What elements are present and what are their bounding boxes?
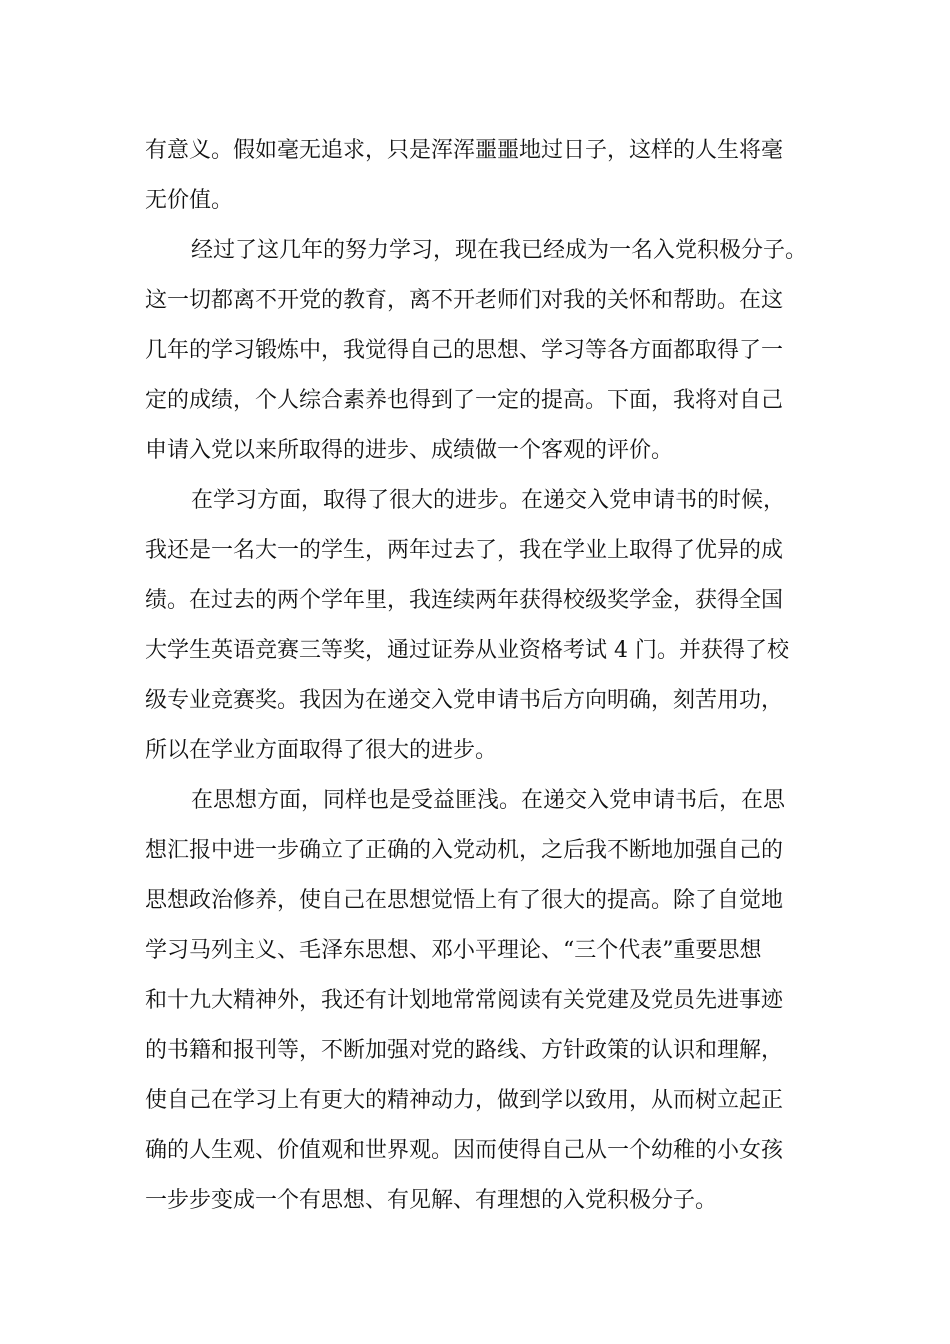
paragraph-first-line: 经过了这几年的努力学习，现在我已经成为一名入党积极分子。 — [191, 238, 808, 263]
text-line: 绩。在过去的两个学年里，我连续两年获得校级奖学金，获得全国 — [145, 588, 784, 613]
text-line: 我还是一名大一的学生，两年过去了，我在学业上取得了优异的成 — [145, 538, 784, 563]
text-line: 使自己在学习上有更大的精神动力，做到学以致用，从而树立起正 — [145, 1088, 784, 1113]
text-line: 确的人生观、价值观和世界观。因而使得自己从一个幼稚的小女孩 — [145, 1138, 784, 1163]
text-line: 级专业竞赛奖。我因为在递交入党申请书后方向明确，刻苦用功， — [145, 688, 784, 713]
text-line: 所以在学业方面取得了很大的进步。 — [145, 738, 498, 763]
paragraph-first-line: 在思想方面，同样也是受益匪浅。在递交入党申请书后，在思 — [191, 788, 786, 813]
text-line: 大学生英语竞赛三等奖，通过证券从业资格考试 4 门。并获得了校 — [145, 638, 789, 663]
text-line: 无价值。 — [145, 188, 234, 213]
text-line: 几年的学习锻炼中，我觉得自己的思想、学习等各方面都取得了一 — [145, 338, 784, 363]
paragraph-first-line: 在学习方面，取得了很大的进步。在递交入党申请书的时候， — [191, 488, 786, 513]
text-line: 定的成绩，个人综合素养也得到了一定的提高。下面，我将对自己 — [145, 388, 784, 413]
text-line: 有意义。假如毫无追求，只是浑浑噩噩地过日子，这样的人生将毫 — [145, 138, 784, 163]
text-line: 想汇报中进一步确立了正确的入党动机，之后我不断地加强自己的 — [145, 838, 784, 863]
text-line: 这一切都离不开党的教育，离不开老师们对我的关怀和帮助。在这 — [145, 288, 784, 313]
text-line: 思想政治修养，使自己在思想觉悟上有了很大的提高。除了自觉地 — [145, 888, 784, 913]
text-line: 一步步变成一个有思想、有见解、有理想的入党积极分子。 — [145, 1188, 718, 1213]
text-line: 学习马列主义、毛泽东思想、邓小平理论、“三个代表”重要思想 — [145, 938, 762, 963]
text-line: 和十九大精神外，我还有计划地常常阅读有关党建及党员先进事迹 — [145, 988, 784, 1013]
text-line: 的书籍和报刊等，不断加强对党的路线、方针政策的认识和理解， — [145, 1038, 784, 1063]
text-line: 申请入党以来所取得的进步、成绩做一个客观的评价。 — [145, 438, 674, 463]
